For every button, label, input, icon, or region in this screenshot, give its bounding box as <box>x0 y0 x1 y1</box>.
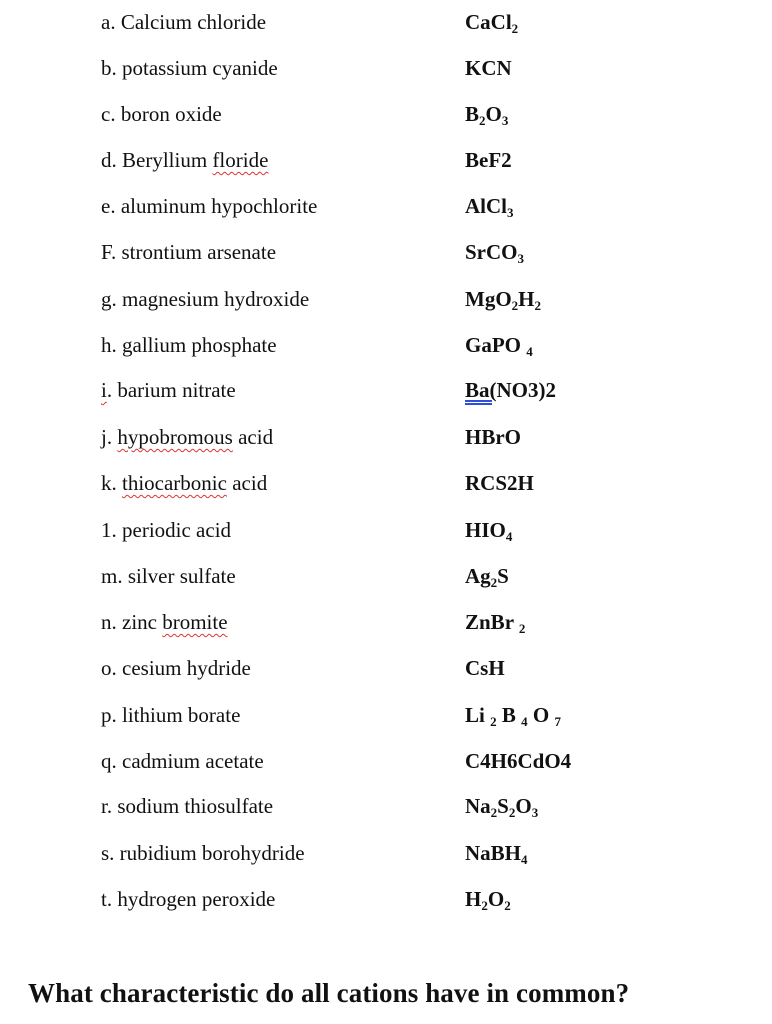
spelling-mark: hypobromous <box>117 425 233 449</box>
compound-name: a. Calcium chloride <box>101 10 267 34</box>
compound-formula <box>465 2 518 42</box>
compound-row <box>0 232 772 272</box>
formula-text: ZnBr <box>465 610 519 634</box>
compound-row <box>0 140 772 180</box>
formula-subscript: 4 <box>526 344 533 359</box>
spelling-mark: floride <box>212 148 269 172</box>
name-text: acid <box>232 425 274 449</box>
compound-name <box>101 602 228 642</box>
formula-text: AlCl <box>465 194 507 218</box>
formula-text: HIO <box>465 518 506 542</box>
compound-row <box>0 741 772 781</box>
compound-row <box>0 279 772 319</box>
compound-row <box>0 602 772 642</box>
formula-subscript: 2 <box>481 898 488 913</box>
name-text: j. <box>101 425 118 449</box>
compound-formula <box>465 833 528 873</box>
formula-text: B <box>465 102 480 126</box>
compound-row <box>0 786 772 826</box>
formula-text: CaCl <box>465 10 512 34</box>
compound-row <box>0 2 772 42</box>
formula-text: GaPO <box>465 333 527 357</box>
formula-subscript: 7 <box>554 714 561 729</box>
compound-formula <box>465 510 512 550</box>
compound-formula <box>465 463 534 503</box>
compound-formula <box>465 232 524 272</box>
compound-name <box>101 463 267 503</box>
compound-row <box>0 695 772 735</box>
formula-text: SrCO <box>465 240 518 264</box>
compound-formula <box>465 370 556 410</box>
formula-subscript: 2 <box>490 805 498 820</box>
compound-formula <box>465 879 511 919</box>
compound-formula <box>465 417 521 457</box>
compound-name: h. gallium phosphate <box>101 333 277 357</box>
compound-formula <box>465 94 508 134</box>
compound-name: s. rubidium borohydride <box>101 841 305 865</box>
formula-text: NaBH <box>465 841 522 865</box>
formula-text: Li <box>465 703 491 727</box>
compound-formula <box>465 602 525 642</box>
formula-subscript: 2 <box>511 298 519 313</box>
formula-subscript: 3 <box>517 251 524 266</box>
compound-name <box>101 370 236 410</box>
formula-text: Na <box>465 794 491 818</box>
formula-text: B <box>496 703 522 727</box>
compound-name: b. potassium cyanide <box>101 56 278 80</box>
compound-formula <box>465 741 571 781</box>
formula-text: H <box>465 887 482 911</box>
compound-name: o. cesium hydride <box>101 656 251 680</box>
formula-text: S <box>497 794 509 818</box>
compound-name: g. magnesium hydroxide <box>101 287 310 311</box>
formula-subscript: 2 <box>504 898 511 913</box>
compound-row <box>0 370 772 410</box>
spelling-mark: i <box>101 378 107 402</box>
formula-text: H <box>518 287 535 311</box>
compound-row <box>0 879 772 919</box>
compound-formula <box>465 325 533 365</box>
compound-name <box>101 140 268 180</box>
compound-formula <box>465 556 509 596</box>
formula-text: C4H6CdO4 <box>465 749 572 773</box>
formula-text: MgO <box>465 287 512 311</box>
compound-row <box>0 556 772 596</box>
spelling-mark: bromite <box>162 610 228 634</box>
compound-row <box>0 94 772 134</box>
compound-name: r. sodium thiosulfate <box>101 794 274 818</box>
formula-text: S <box>497 564 509 588</box>
formula-subscript: 3 <box>507 205 514 220</box>
formula-subscript: 2 <box>490 575 498 590</box>
name-text: acid <box>226 471 268 495</box>
spelling-mark: thiocarbonic <box>122 471 227 495</box>
compound-formula <box>465 186 514 226</box>
formula-text: O <box>487 887 505 911</box>
formula-subscript: 2 <box>490 714 497 729</box>
formula-subscript: 3 <box>531 805 539 820</box>
formula-subscript: 2 <box>518 621 526 636</box>
compound-name <box>101 417 273 457</box>
compound-row <box>0 186 772 226</box>
compound-row <box>0 833 772 873</box>
formula-subscript: 2 <box>479 113 486 128</box>
name-text: . barium nitrate <box>106 378 236 402</box>
formula-text: O <box>515 794 532 818</box>
compound-row <box>0 417 772 457</box>
compound-row <box>0 463 772 503</box>
grammar-mark: Ba( <box>465 378 497 402</box>
formula-text: Ag <box>465 564 491 588</box>
compound-row <box>0 48 772 88</box>
compound-name: e. aluminum hypochlorite <box>101 194 318 218</box>
compound-formula <box>465 786 538 826</box>
formula-subscript: 2 <box>534 298 541 313</box>
formula-subscript: 4 <box>521 852 528 867</box>
formula-text: O <box>485 102 502 126</box>
formula-text: KCN <box>465 56 512 80</box>
compound-formula <box>465 48 512 88</box>
compound-row <box>0 325 772 365</box>
formula-text: RCS2H <box>465 471 534 495</box>
compound-formula <box>465 279 541 319</box>
compound-name: t. hydrogen peroxide <box>101 887 276 911</box>
formula-text: CsH <box>465 656 505 680</box>
name-text: k. <box>101 471 122 495</box>
formula-subscript: 3 <box>501 113 509 128</box>
formula-text: BeF2 <box>465 148 512 172</box>
compound-name: p. lithium borate <box>101 703 241 727</box>
compound-row <box>0 648 772 688</box>
formula-subscript: 2 <box>511 21 519 36</box>
compound-name: c. boron oxide <box>101 102 222 126</box>
question-heading: What characteristic do all cations have in common? <box>28 978 630 1008</box>
compound-name: m. silver sulfate <box>101 564 236 588</box>
formula-text: HBrO <box>465 425 521 449</box>
compound-formula <box>465 695 561 735</box>
compound-row <box>0 510 772 550</box>
name-text: n. zinc <box>101 610 163 634</box>
compound-name: F. strontium arsenate <box>101 240 277 264</box>
formula-subscript: 4 <box>521 714 528 729</box>
name-text: d. Beryllium <box>101 148 213 172</box>
formula-subscript: 4 <box>505 529 513 544</box>
compound-formula <box>465 140 512 180</box>
formula-text: O <box>527 703 555 727</box>
compound-name: 1. periodic acid <box>101 518 232 542</box>
formula-subscript: 2 <box>508 805 516 820</box>
formula-text: NO3)2 <box>496 378 556 402</box>
compound-formula <box>465 648 505 688</box>
compound-name: q. cadmium acetate <box>101 749 264 773</box>
